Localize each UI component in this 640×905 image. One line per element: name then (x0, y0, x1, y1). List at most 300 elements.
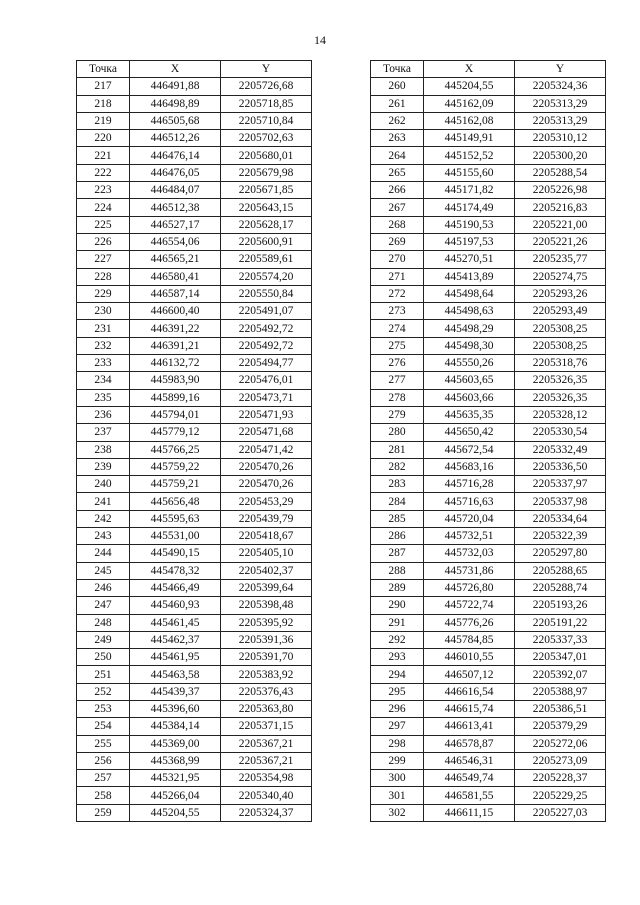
table-row (77, 164, 312, 181)
y-coordinate-cell: 2205379,29 (515, 718, 606, 735)
point-number-cell: 256 (77, 752, 130, 769)
coordinates-table-left (76, 60, 312, 822)
table-row (371, 770, 606, 787)
point-number-cell: 246 (77, 579, 130, 596)
y-coordinate-cell: 2205229,25 (515, 787, 606, 804)
table-row (77, 268, 312, 285)
point-number-cell: 251 (77, 666, 130, 683)
table-row (371, 666, 606, 683)
x-coordinate-cell: 446498,89 (130, 95, 221, 112)
y-coordinate-cell: 2205628,17 (221, 216, 312, 233)
point-number-cell: 293 (371, 649, 424, 666)
point-number-cell: 253 (77, 700, 130, 717)
point-number-cell: 290 (371, 597, 424, 614)
point-number-cell: 224 (77, 199, 130, 216)
y-coordinate-cell: 2205324,36 (515, 78, 606, 95)
point-number-cell: 295 (371, 683, 424, 700)
table-row (77, 597, 312, 614)
x-coordinate-cell: 445794,01 (130, 406, 221, 423)
table-row (371, 320, 606, 337)
x-coordinate-cell: 445270,51 (424, 251, 515, 268)
point-number-cell: 276 (371, 355, 424, 372)
x-coordinate-cell: 445204,55 (130, 804, 221, 821)
y-coordinate-cell: 2205274,75 (515, 268, 606, 285)
point-number-cell: 268 (371, 216, 424, 233)
table-row (371, 355, 606, 372)
table-row (371, 182, 606, 199)
table-row (371, 631, 606, 648)
table-row (77, 770, 312, 787)
y-coordinate-cell: 2205471,42 (221, 441, 312, 458)
table-row (77, 233, 312, 250)
y-coordinate-cell: 2205322,39 (515, 528, 606, 545)
y-coordinate-cell: 2205395,92 (221, 614, 312, 631)
table-row (371, 372, 606, 389)
table-row (77, 787, 312, 804)
y-coordinate-cell: 2205391,36 (221, 631, 312, 648)
table-row (77, 579, 312, 596)
table-row (371, 804, 606, 821)
point-number-cell: 297 (371, 718, 424, 735)
x-coordinate-cell: 445732,03 (424, 545, 515, 562)
table-row (77, 562, 312, 579)
y-coordinate-cell: 2205318,76 (515, 355, 606, 372)
y-coordinate-cell: 2205453,29 (221, 493, 312, 510)
x-coordinate-cell: 446484,07 (130, 182, 221, 199)
point-number-cell: 223 (77, 182, 130, 199)
y-coordinate-cell: 2205391,70 (221, 649, 312, 666)
column-header-point: Точка (371, 61, 424, 78)
x-coordinate-cell: 445603,66 (424, 389, 515, 406)
x-coordinate-cell: 446616,54 (424, 683, 515, 700)
y-coordinate-cell: 2205550,84 (221, 285, 312, 302)
x-coordinate-cell: 445716,63 (424, 493, 515, 510)
x-coordinate-cell: 446554,06 (130, 233, 221, 250)
x-coordinate-cell: 445155,60 (424, 164, 515, 181)
point-number-cell: 239 (77, 458, 130, 475)
y-coordinate-cell: 2205221,00 (515, 216, 606, 233)
point-number-cell: 219 (77, 112, 130, 129)
table-row (77, 545, 312, 562)
table-row (371, 285, 606, 302)
point-number-cell: 231 (77, 320, 130, 337)
y-coordinate-cell: 2205227,03 (515, 804, 606, 821)
y-coordinate-cell: 2205235,77 (515, 251, 606, 268)
table-row (371, 787, 606, 804)
point-number-cell: 265 (371, 164, 424, 181)
x-coordinate-cell: 445266,04 (130, 787, 221, 804)
y-coordinate-cell: 2205679,98 (221, 164, 312, 181)
y-coordinate-cell: 2205726,68 (221, 78, 312, 95)
point-number-cell: 262 (371, 112, 424, 129)
table-row (77, 649, 312, 666)
x-coordinate-cell: 446505,68 (130, 112, 221, 129)
y-coordinate-cell: 2205643,15 (221, 199, 312, 216)
table-row (371, 493, 606, 510)
point-number-cell: 237 (77, 424, 130, 441)
y-coordinate-cell: 2205388,97 (515, 683, 606, 700)
point-number-cell: 287 (371, 545, 424, 562)
point-number-cell: 247 (77, 597, 130, 614)
point-number-cell: 234 (77, 372, 130, 389)
point-number-cell: 282 (371, 458, 424, 475)
point-number-cell: 288 (371, 562, 424, 579)
point-number-cell: 264 (371, 147, 424, 164)
x-coordinate-cell: 445204,55 (424, 78, 515, 95)
x-coordinate-cell: 445490,15 (130, 545, 221, 562)
point-number-cell: 236 (77, 406, 130, 423)
x-coordinate-cell: 446565,21 (130, 251, 221, 268)
point-number-cell: 278 (371, 389, 424, 406)
x-coordinate-cell: 445683,16 (424, 458, 515, 475)
y-coordinate-cell: 2205272,06 (515, 735, 606, 752)
y-coordinate-cell: 2205574,20 (221, 268, 312, 285)
table-row (77, 337, 312, 354)
point-number-cell: 291 (371, 614, 424, 631)
x-coordinate-cell: 445759,21 (130, 476, 221, 493)
table-row (371, 458, 606, 475)
point-number-cell: 273 (371, 303, 424, 320)
y-coordinate-cell: 2205337,98 (515, 493, 606, 510)
y-coordinate-cell: 2205313,29 (515, 95, 606, 112)
x-coordinate-cell: 445149,91 (424, 130, 515, 147)
point-number-cell: 228 (77, 268, 130, 285)
y-coordinate-cell: 2205332,49 (515, 441, 606, 458)
point-number-cell: 269 (371, 233, 424, 250)
point-number-cell: 241 (77, 493, 130, 510)
y-coordinate-cell: 2205671,85 (221, 182, 312, 199)
column-header-x: X (130, 61, 221, 78)
table-row (371, 95, 606, 112)
table-row (77, 804, 312, 821)
table-row (77, 355, 312, 372)
x-coordinate-cell: 445478,32 (130, 562, 221, 579)
table-row (371, 303, 606, 320)
point-number-cell: 232 (77, 337, 130, 354)
x-coordinate-cell: 445369,00 (130, 735, 221, 752)
table-row (371, 700, 606, 717)
point-number-cell: 221 (77, 147, 130, 164)
y-coordinate-cell: 2205193,26 (515, 597, 606, 614)
y-coordinate-cell: 2205347,01 (515, 649, 606, 666)
x-coordinate-cell: 445759,22 (130, 458, 221, 475)
point-number-cell: 257 (77, 770, 130, 787)
x-coordinate-cell: 445595,63 (130, 510, 221, 527)
x-coordinate-cell: 445321,95 (130, 770, 221, 787)
table-row (371, 233, 606, 250)
point-number-cell: 220 (77, 130, 130, 147)
y-coordinate-cell: 2205293,49 (515, 303, 606, 320)
x-coordinate-cell: 445462,37 (130, 631, 221, 648)
y-coordinate-cell: 2205589,61 (221, 251, 312, 268)
point-number-cell: 233 (77, 355, 130, 372)
y-coordinate-cell: 2205392,07 (515, 666, 606, 683)
point-number-cell: 249 (77, 631, 130, 648)
y-coordinate-cell: 2205470,26 (221, 458, 312, 475)
y-coordinate-cell: 2205492,72 (221, 337, 312, 354)
point-number-cell: 299 (371, 752, 424, 769)
y-coordinate-cell: 2205354,98 (221, 770, 312, 787)
table-row (77, 666, 312, 683)
x-coordinate-cell: 446491,88 (130, 78, 221, 95)
point-number-cell: 222 (77, 164, 130, 181)
table-row (371, 649, 606, 666)
x-coordinate-cell: 445899,16 (130, 389, 221, 406)
table-row (371, 337, 606, 354)
point-number-cell: 254 (77, 718, 130, 735)
point-number-cell: 285 (371, 510, 424, 527)
x-coordinate-cell: 445531,00 (130, 528, 221, 545)
point-number-cell: 230 (77, 303, 130, 320)
point-number-cell: 235 (77, 389, 130, 406)
x-coordinate-cell: 446580,41 (130, 268, 221, 285)
point-number-cell: 289 (371, 579, 424, 596)
y-coordinate-cell: 2205476,01 (221, 372, 312, 389)
x-coordinate-cell: 446476,14 (130, 147, 221, 164)
x-coordinate-cell: 445174,49 (424, 199, 515, 216)
x-coordinate-cell: 445460,93 (130, 597, 221, 614)
table-row (77, 614, 312, 631)
table-row (77, 389, 312, 406)
point-number-cell: 240 (77, 476, 130, 493)
table-row (77, 476, 312, 493)
point-number-cell: 217 (77, 78, 130, 95)
y-coordinate-cell: 2205326,35 (515, 372, 606, 389)
table-row (77, 251, 312, 268)
y-coordinate-cell: 2205324,37 (221, 804, 312, 821)
x-coordinate-cell: 445726,80 (424, 579, 515, 596)
table-row (371, 545, 606, 562)
x-coordinate-cell: 446010,55 (424, 649, 515, 666)
point-number-cell: 267 (371, 199, 424, 216)
x-coordinate-cell: 445413,89 (424, 268, 515, 285)
table-row (77, 78, 312, 95)
point-number-cell: 238 (77, 441, 130, 458)
table-row (77, 528, 312, 545)
x-coordinate-cell: 446546,31 (424, 752, 515, 769)
point-number-cell: 245 (77, 562, 130, 579)
x-coordinate-cell: 446476,05 (130, 164, 221, 181)
point-number-cell: 302 (371, 804, 424, 821)
table-row (77, 95, 312, 112)
x-coordinate-cell: 445716,28 (424, 476, 515, 493)
table-row (371, 528, 606, 545)
y-coordinate-cell: 2205228,37 (515, 770, 606, 787)
point-number-cell: 252 (77, 683, 130, 700)
table-row (371, 424, 606, 441)
point-number-cell: 281 (371, 441, 424, 458)
table-row (77, 303, 312, 320)
table-row (371, 735, 606, 752)
point-number-cell: 271 (371, 268, 424, 285)
y-coordinate-cell: 2205492,72 (221, 320, 312, 337)
x-coordinate-cell: 445498,64 (424, 285, 515, 302)
table-row (77, 372, 312, 389)
y-coordinate-cell: 2205367,21 (221, 752, 312, 769)
x-coordinate-cell: 445650,42 (424, 424, 515, 441)
point-number-cell: 286 (371, 528, 424, 545)
x-coordinate-cell: 446507,12 (424, 666, 515, 683)
y-coordinate-cell: 2205216,83 (515, 199, 606, 216)
table-row (77, 631, 312, 648)
point-number-cell: 283 (371, 476, 424, 493)
x-coordinate-cell: 446600,40 (130, 303, 221, 320)
x-coordinate-cell: 445461,95 (130, 649, 221, 666)
y-coordinate-cell: 2205293,26 (515, 285, 606, 302)
point-number-cell: 248 (77, 614, 130, 631)
y-coordinate-cell: 2205288,74 (515, 579, 606, 596)
y-coordinate-cell: 2205191,22 (515, 614, 606, 631)
y-coordinate-cell: 2205328,12 (515, 406, 606, 423)
y-coordinate-cell: 2205470,26 (221, 476, 312, 493)
table-row (371, 78, 606, 95)
y-coordinate-cell: 2205226,98 (515, 182, 606, 199)
point-number-cell: 229 (77, 285, 130, 302)
y-coordinate-cell: 2205336,50 (515, 458, 606, 475)
table-row (77, 718, 312, 735)
point-number-cell: 301 (371, 787, 424, 804)
x-coordinate-cell: 446527,17 (130, 216, 221, 233)
y-coordinate-cell: 2205418,67 (221, 528, 312, 545)
point-number-cell: 227 (77, 251, 130, 268)
table-row (77, 199, 312, 216)
point-number-cell: 260 (371, 78, 424, 95)
table-row (77, 493, 312, 510)
point-number-cell: 280 (371, 424, 424, 441)
y-coordinate-cell: 2205288,65 (515, 562, 606, 579)
point-number-cell: 296 (371, 700, 424, 717)
x-coordinate-cell: 445720,04 (424, 510, 515, 527)
x-coordinate-cell: 446615,74 (424, 700, 515, 717)
point-number-cell: 298 (371, 735, 424, 752)
point-number-cell: 225 (77, 216, 130, 233)
table-row (77, 510, 312, 527)
table-row (77, 216, 312, 233)
x-coordinate-cell: 445466,49 (130, 579, 221, 596)
x-coordinate-cell: 446611,15 (424, 804, 515, 821)
point-number-cell: 275 (371, 337, 424, 354)
point-number-cell: 272 (371, 285, 424, 302)
y-coordinate-cell: 2205330,54 (515, 424, 606, 441)
y-coordinate-cell: 2205367,21 (221, 735, 312, 752)
table-header-row (77, 61, 312, 78)
y-coordinate-cell: 2205710,84 (221, 112, 312, 129)
y-coordinate-cell: 2205702,63 (221, 130, 312, 147)
y-coordinate-cell: 2205308,25 (515, 320, 606, 337)
point-number-cell: 218 (77, 95, 130, 112)
x-coordinate-cell: 445171,82 (424, 182, 515, 199)
point-number-cell: 242 (77, 510, 130, 527)
y-coordinate-cell: 2205308,25 (515, 337, 606, 354)
point-number-cell: 300 (371, 770, 424, 787)
x-coordinate-cell: 446391,21 (130, 337, 221, 354)
y-coordinate-cell: 2205439,79 (221, 510, 312, 527)
table-row (77, 147, 312, 164)
table-row (77, 320, 312, 337)
column-header-x: X (424, 61, 515, 78)
y-coordinate-cell: 2205376,43 (221, 683, 312, 700)
table-row (77, 752, 312, 769)
y-coordinate-cell: 2205363,80 (221, 700, 312, 717)
x-coordinate-cell: 445396,60 (130, 700, 221, 717)
table-row (371, 597, 606, 614)
table-row (371, 389, 606, 406)
x-coordinate-cell: 445550,26 (424, 355, 515, 372)
x-coordinate-cell: 446578,87 (424, 735, 515, 752)
x-coordinate-cell: 446512,26 (130, 130, 221, 147)
y-coordinate-cell: 2205273,09 (515, 752, 606, 769)
x-coordinate-cell: 446391,22 (130, 320, 221, 337)
point-number-cell: 255 (77, 735, 130, 752)
table-row (371, 683, 606, 700)
x-coordinate-cell: 445162,08 (424, 112, 515, 129)
x-coordinate-cell: 445732,51 (424, 528, 515, 545)
table-row (77, 700, 312, 717)
table-row (371, 164, 606, 181)
table-row (371, 562, 606, 579)
column-header-point: Точка (77, 61, 130, 78)
table-row (371, 112, 606, 129)
table-row (371, 718, 606, 735)
y-coordinate-cell: 2205340,40 (221, 787, 312, 804)
table-row (371, 216, 606, 233)
y-coordinate-cell: 2205494,77 (221, 355, 312, 372)
y-coordinate-cell: 2205300,20 (515, 147, 606, 164)
y-coordinate-cell: 2205399,64 (221, 579, 312, 596)
point-number-cell: 292 (371, 631, 424, 648)
table-header-row (371, 61, 606, 78)
table-row (371, 130, 606, 147)
x-coordinate-cell: 445152,52 (424, 147, 515, 164)
column-header-y: Y (221, 61, 312, 78)
point-number-cell: 250 (77, 649, 130, 666)
page-number: 14 (314, 33, 326, 47)
table-row (371, 147, 606, 164)
x-coordinate-cell: 445368,99 (130, 752, 221, 769)
table-row (77, 112, 312, 129)
point-number-cell: 258 (77, 787, 130, 804)
x-coordinate-cell: 445190,53 (424, 216, 515, 233)
point-number-cell: 266 (371, 182, 424, 199)
y-coordinate-cell: 2205326,35 (515, 389, 606, 406)
point-number-cell: 274 (371, 320, 424, 337)
y-coordinate-cell: 2205313,29 (515, 112, 606, 129)
x-coordinate-cell: 445463,58 (130, 666, 221, 683)
y-coordinate-cell: 2205334,64 (515, 510, 606, 527)
point-number-cell: 259 (77, 804, 130, 821)
point-number-cell: 261 (371, 95, 424, 112)
y-coordinate-cell: 2205471,68 (221, 424, 312, 441)
table-row (77, 424, 312, 441)
y-coordinate-cell: 2205471,93 (221, 406, 312, 423)
x-coordinate-cell: 445766,25 (130, 441, 221, 458)
x-coordinate-cell: 446613,41 (424, 718, 515, 735)
x-coordinate-cell: 445603,65 (424, 372, 515, 389)
x-coordinate-cell: 445672,54 (424, 441, 515, 458)
x-coordinate-cell: 445635,35 (424, 406, 515, 423)
point-number-cell: 244 (77, 545, 130, 562)
point-number-cell: 243 (77, 528, 130, 545)
y-coordinate-cell: 2205680,01 (221, 147, 312, 164)
x-coordinate-cell: 445722,74 (424, 597, 515, 614)
x-coordinate-cell: 445656,48 (130, 493, 221, 510)
x-coordinate-cell: 445983,90 (130, 372, 221, 389)
table-row (77, 735, 312, 752)
table-row (371, 441, 606, 458)
y-coordinate-cell: 2205310,12 (515, 130, 606, 147)
x-coordinate-cell: 445197,53 (424, 233, 515, 250)
y-coordinate-cell: 2205405,10 (221, 545, 312, 562)
